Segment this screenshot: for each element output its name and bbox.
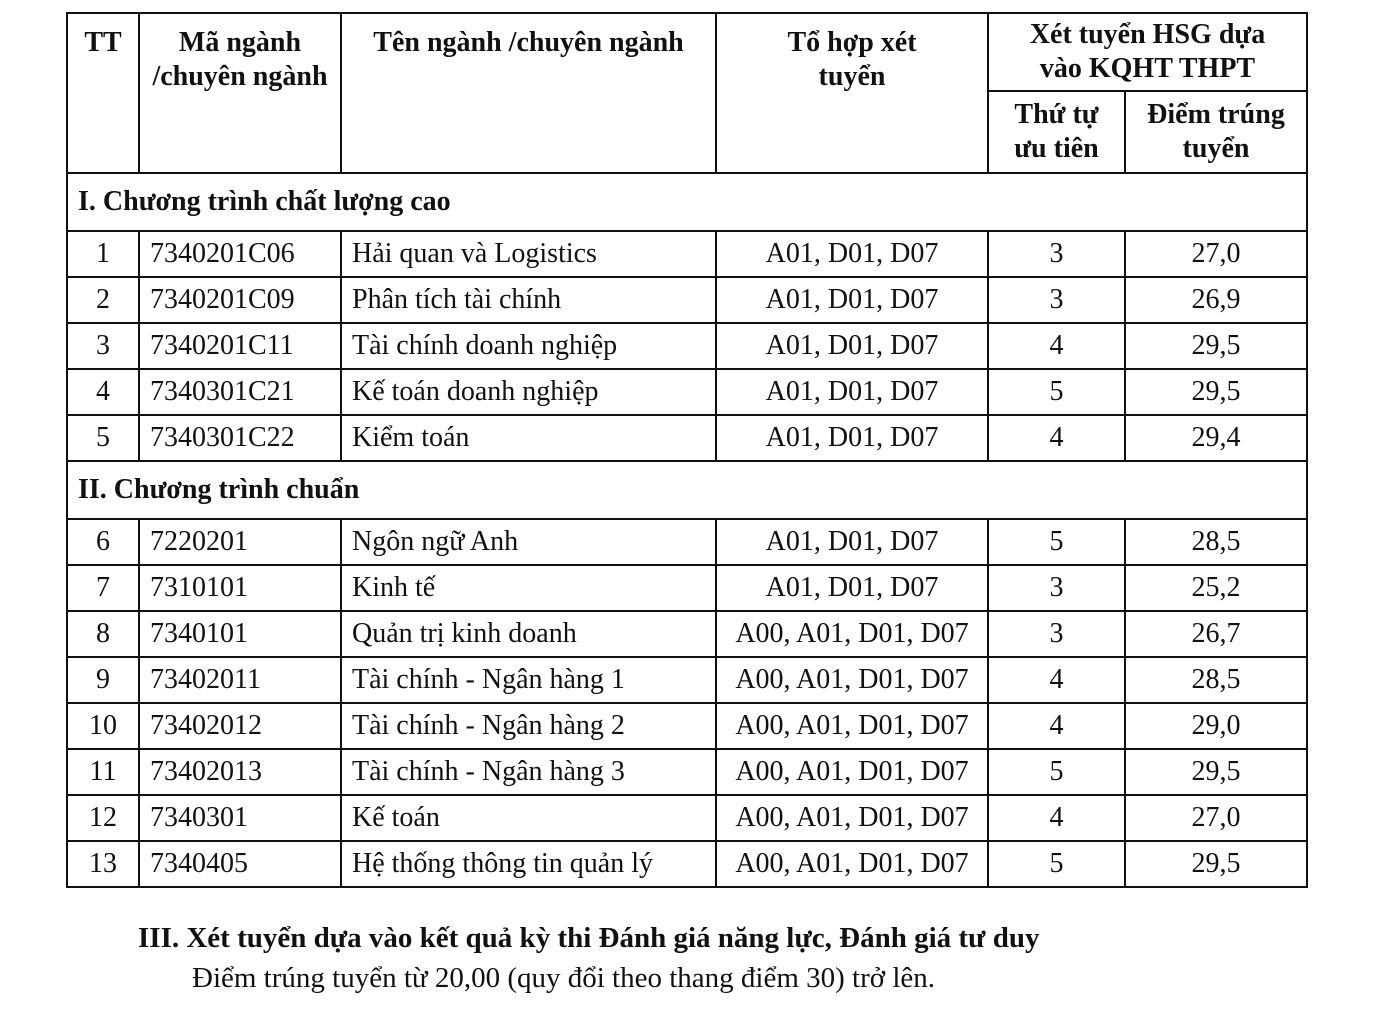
cell-tt: 12 [67, 795, 139, 841]
cell-name: Kế toán doanh nghiệp [341, 369, 716, 415]
cell-name: Hệ thống thông tin quản lý [341, 841, 716, 887]
cell-priority: 3 [988, 565, 1125, 611]
cell-priority: 3 [988, 611, 1125, 657]
cell-priority: 4 [988, 795, 1125, 841]
section-title: I. Chương trình chất lượng cao [67, 173, 1307, 231]
cell-score: 26,7 [1125, 611, 1307, 657]
cell-code: 7340201C09 [139, 277, 341, 323]
cell-name: Tài chính - Ngân hàng 1 [341, 657, 716, 703]
header-group: Xét tuyển HSG dựa vào KQHT THPT [988, 13, 1307, 91]
table-row [67, 277, 1307, 323]
cell-name: Tài chính doanh nghiệp [341, 323, 716, 369]
admission-table [66, 12, 1308, 888]
cell-tt: 5 [67, 415, 139, 461]
table-body [67, 173, 1307, 887]
cell-priority: 5 [988, 519, 1125, 565]
header-code: Mã ngành /chuyên ngành [139, 13, 341, 173]
cell-priority: 3 [988, 231, 1125, 277]
cell-priority: 5 [988, 841, 1125, 887]
cell-code: 7340301C21 [139, 369, 341, 415]
header-score: Điểm trúng tuyển [1125, 91, 1307, 173]
cell-combo: A00, A01, D01, D07 [716, 657, 988, 703]
table-row [67, 415, 1307, 461]
cell-score: 29,5 [1125, 841, 1307, 887]
table-row [67, 323, 1307, 369]
cell-tt: 3 [67, 323, 139, 369]
cell-code: 7340301 [139, 795, 341, 841]
cell-combo: A00, A01, D01, D07 [716, 749, 988, 795]
cell-name: Hải quan và Logistics [341, 231, 716, 277]
cell-code: 7220201 [139, 519, 341, 565]
note-heading: III. Xét tuyển dựa vào kết quả kỳ thi Đánh giá năng lực, Đánh giá tư duy [138, 922, 1040, 954]
cell-combo: A00, A01, D01, D07 [716, 611, 988, 657]
table-row [67, 657, 1307, 703]
section-row [67, 461, 1307, 519]
table-row [67, 565, 1307, 611]
cell-score: 29,4 [1125, 415, 1307, 461]
cell-priority: 3 [988, 277, 1125, 323]
cell-combo: A01, D01, D07 [716, 415, 988, 461]
cell-score: 27,0 [1125, 795, 1307, 841]
cell-tt: 13 [67, 841, 139, 887]
cell-name: Tài chính - Ngân hàng 2 [341, 703, 716, 749]
table-row [67, 841, 1307, 887]
cell-score: 28,5 [1125, 519, 1307, 565]
cell-combo: A01, D01, D07 [716, 323, 988, 369]
cell-score: 29,5 [1125, 323, 1307, 369]
cell-combo: A00, A01, D01, D07 [716, 841, 988, 887]
cell-tt: 9 [67, 657, 139, 703]
cell-priority: 5 [988, 749, 1125, 795]
cell-code: 7310101 [139, 565, 341, 611]
cell-tt: 11 [67, 749, 139, 795]
table-row [67, 369, 1307, 415]
header-priority: Thứ tự ưu tiên [988, 91, 1125, 173]
cell-combo: A00, A01, D01, D07 [716, 703, 988, 749]
note-block [138, 918, 1338, 998]
cell-tt: 7 [67, 565, 139, 611]
cell-combo: A00, A01, D01, D07 [716, 795, 988, 841]
cell-combo: A01, D01, D07 [716, 519, 988, 565]
cell-tt: 2 [67, 277, 139, 323]
section-row [67, 173, 1307, 231]
cell-code: 73402013 [139, 749, 341, 795]
cell-name: Kiểm toán [341, 415, 716, 461]
cell-code: 73402012 [139, 703, 341, 749]
cell-score: 25,2 [1125, 565, 1307, 611]
cell-tt: 1 [67, 231, 139, 277]
table-row [67, 795, 1307, 841]
cell-code: 7340201C11 [139, 323, 341, 369]
cell-name: Ngôn ngữ Anh [341, 519, 716, 565]
cell-score: 29,5 [1125, 369, 1307, 415]
cell-code: 7340405 [139, 841, 341, 887]
cell-name: Kế toán [341, 795, 716, 841]
cell-score: 29,5 [1125, 749, 1307, 795]
cell-name: Quản trị kinh doanh [341, 611, 716, 657]
table-row [67, 519, 1307, 565]
header-name: Tên ngành /chuyên ngành [341, 13, 716, 173]
cell-name: Tài chính - Ngân hàng 3 [341, 749, 716, 795]
cell-combo: A01, D01, D07 [716, 277, 988, 323]
cell-tt: 10 [67, 703, 139, 749]
cell-priority: 5 [988, 369, 1125, 415]
cell-score: 27,0 [1125, 231, 1307, 277]
cell-priority: 4 [988, 323, 1125, 369]
section-title: II. Chương trình chuẩn [67, 461, 1307, 519]
cell-code: 7340101 [139, 611, 341, 657]
cell-priority: 4 [988, 703, 1125, 749]
cell-tt: 4 [67, 369, 139, 415]
cell-code: 7340301C22 [139, 415, 341, 461]
cell-name: Kinh tế [341, 565, 716, 611]
cell-code: 7340201C06 [139, 231, 341, 277]
cell-tt: 6 [67, 519, 139, 565]
cell-score: 26,9 [1125, 277, 1307, 323]
header-combo: Tổ hợp xét tuyển [716, 13, 988, 173]
cell-combo: A01, D01, D07 [716, 369, 988, 415]
cell-score: 28,5 [1125, 657, 1307, 703]
cell-combo: A01, D01, D07 [716, 565, 988, 611]
cell-priority: 4 [988, 657, 1125, 703]
cell-tt: 8 [67, 611, 139, 657]
table-row [67, 611, 1307, 657]
cell-combo: A01, D01, D07 [716, 231, 988, 277]
table-row [67, 231, 1307, 277]
table-row [67, 749, 1307, 795]
cell-name: Phân tích tài chính [341, 277, 716, 323]
header-tt: TT [67, 13, 139, 173]
note-body: Điểm trúng tuyển từ 20,00 (quy đổi theo thang điểm 30) trở lên. [192, 962, 936, 994]
cell-priority: 4 [988, 415, 1125, 461]
table-row [67, 703, 1307, 749]
cell-code: 73402011 [139, 657, 341, 703]
cell-score: 29,0 [1125, 703, 1307, 749]
